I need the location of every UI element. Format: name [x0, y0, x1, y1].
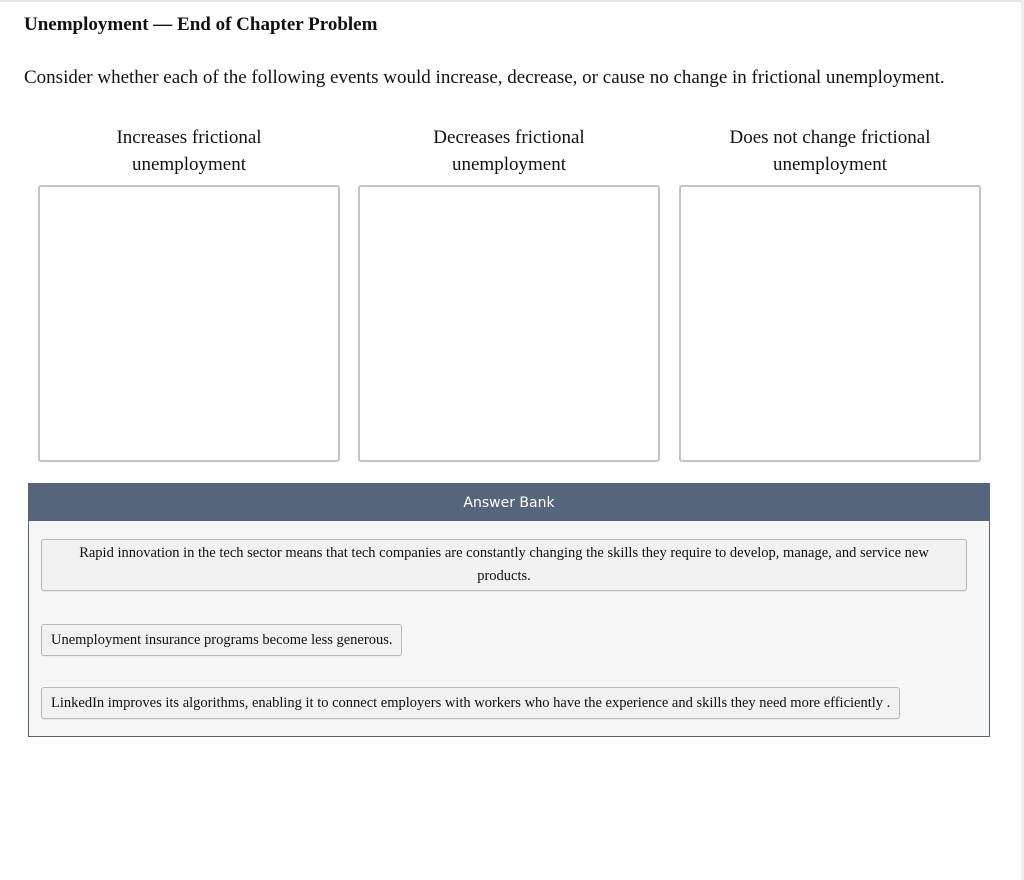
bin-label	[38, 124, 340, 178]
answer-bank	[28, 483, 990, 737]
bin-label-line1: Decreases frictional	[433, 127, 585, 148]
answer-chip-linkedin[interactable]: LinkedIn improves its algorithms, enabling it to connect employers with workers who have the experience and skills they need more efficiently .	[41, 687, 900, 719]
bin-label	[679, 124, 981, 178]
bin-label-line1: Does not change frictional	[729, 127, 931, 148]
bin-decreases	[358, 124, 660, 178]
bin-label	[358, 124, 660, 178]
answer-chip-tech-innovation[interactable]: Rapid innovation in the tech sector means that tech companies are constantly changing the skills they require to develop, manage, and service new products.	[41, 539, 967, 591]
answer-chip-unemployment-insurance[interactable]: Unemployment insurance programs become less generous.	[41, 624, 402, 656]
bin-increases	[38, 124, 340, 178]
bin-label-line2: unemployment	[773, 154, 887, 175]
drop-zone-increases[interactable]	[38, 185, 340, 462]
bin-label-line1: Increases frictional	[116, 127, 262, 148]
top-divider	[0, 0, 1024, 2]
bin-label-line2: unemployment	[132, 154, 246, 175]
answer-bank-header: Answer Bank	[29, 484, 989, 521]
problem-title: Unemployment — End of Chapter Problem	[24, 14, 378, 35]
drop-zone-decreases[interactable]	[358, 185, 660, 462]
problem-instructions: Consider whether each of the following events would increase, decrease, or cause no change in frictional unemployment.	[24, 67, 945, 88]
bin-no-change	[679, 124, 981, 178]
bin-label-line2: unemployment	[452, 154, 566, 175]
drop-zone-no-change[interactable]	[679, 185, 981, 462]
